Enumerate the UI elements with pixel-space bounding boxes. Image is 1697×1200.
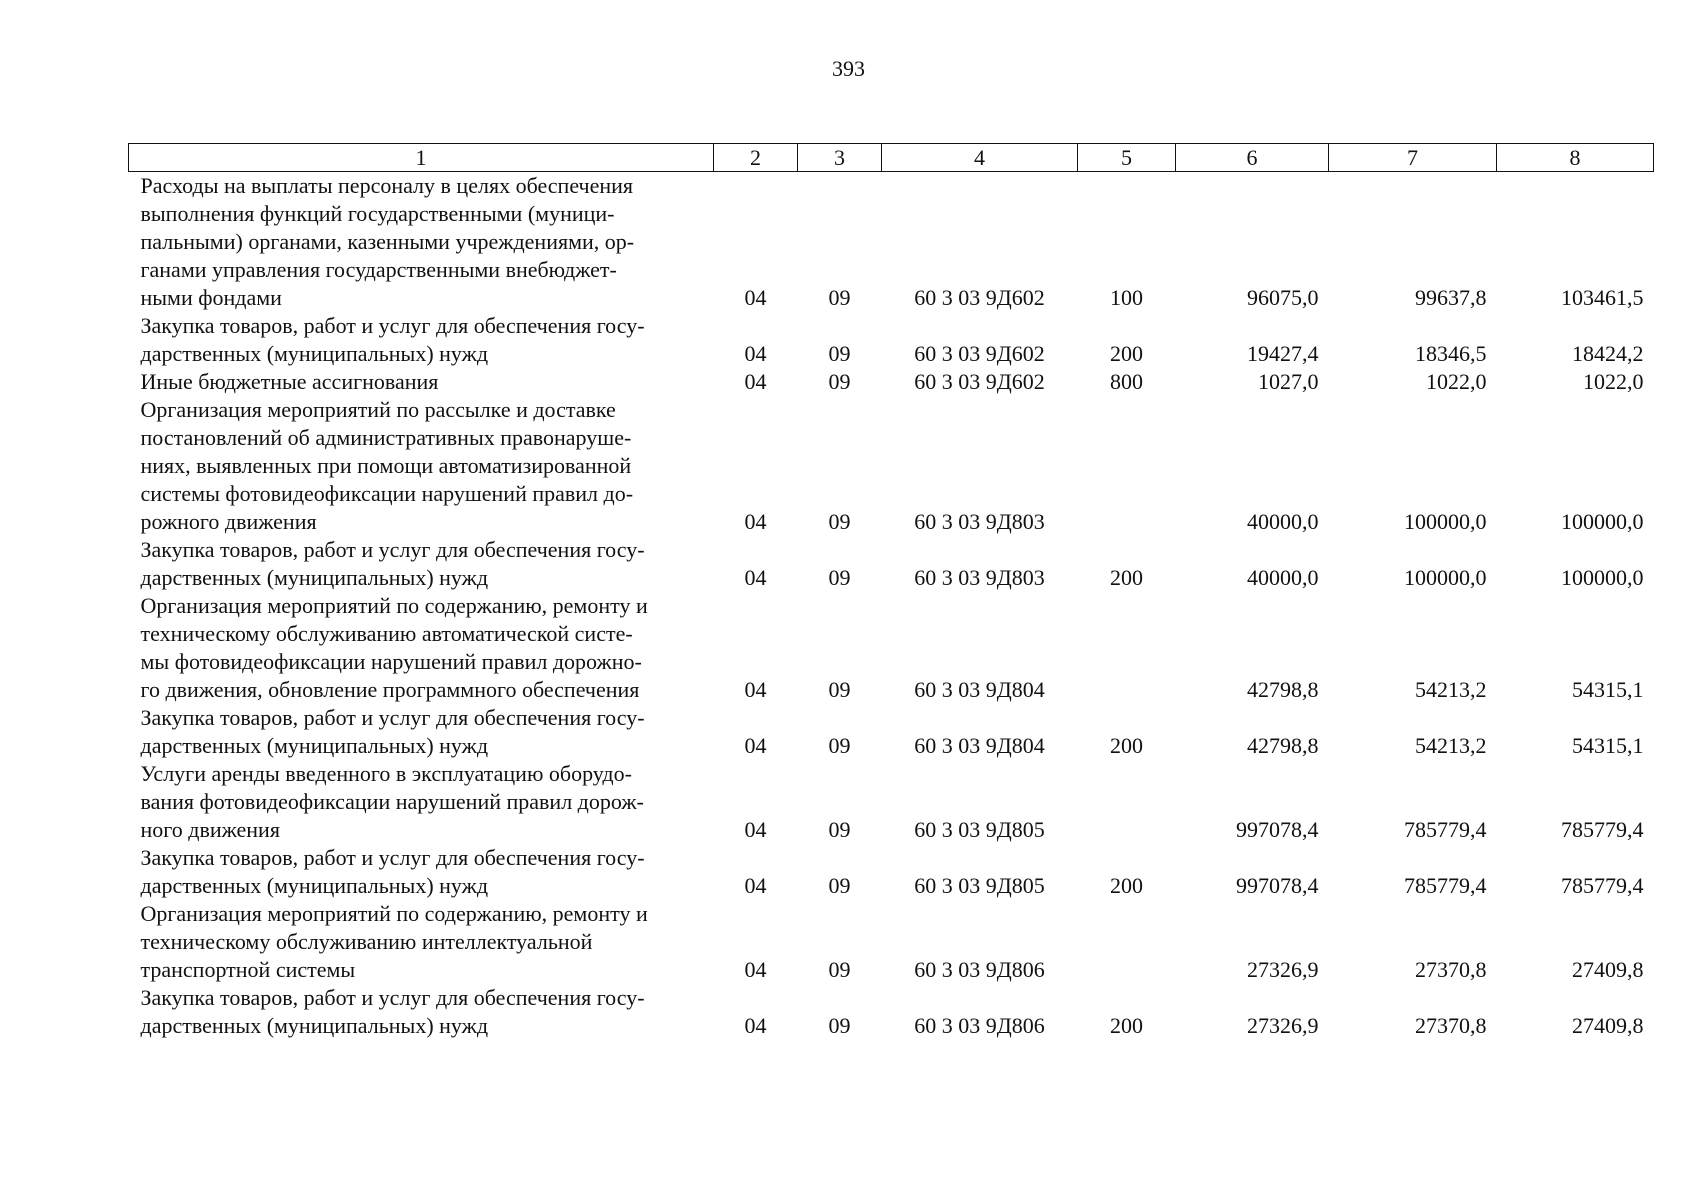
amount-col6: 27326,9	[1247, 957, 1319, 982]
subsection-code: 09	[828, 873, 851, 898]
target-article-code: 60 3 03 9Д806	[914, 1013, 1045, 1038]
subsection-code: 09	[828, 733, 851, 758]
column-header: 7	[1329, 144, 1497, 172]
amount-col7: 18346,5	[1415, 341, 1487, 366]
amount-col7: 100000,0	[1404, 565, 1487, 590]
subsection-code: 09	[828, 817, 851, 842]
amount-col7: 100000,0	[1404, 509, 1487, 534]
amount-col7: 1022,0	[1426, 369, 1487, 394]
table-row	[129, 900, 1654, 984]
row-description: Закупка товаров, работ и услуг для обеспечения госу- дарственных (муниципальных) нужд	[140, 537, 645, 590]
table-row	[129, 368, 1654, 396]
row-description: Закупка товаров, работ и услуг для обеспечения госу- дарственных (муниципальных) нужд	[140, 985, 645, 1038]
amount-col7: 785779,4	[1404, 873, 1487, 898]
row-description: Организация мероприятий по содержанию, ремонту и техническому обслуживанию автоматической систе- мы фотовидеофиксации нарушений правил дорожно- го движения, обновление программного обеспечения	[140, 593, 648, 702]
amount-col8: 100000,0	[1561, 565, 1644, 590]
expense-type-code: 200	[1110, 733, 1143, 758]
target-article-code: 60 3 03 9Д806	[914, 957, 1045, 982]
target-article-code: 60 3 03 9Д602	[914, 369, 1045, 394]
row-description: Иные бюджетные ассигнования	[140, 369, 439, 394]
amount-col6: 19427,4	[1247, 341, 1319, 366]
table-row	[129, 536, 1654, 592]
expense-type-code: 100	[1110, 285, 1143, 310]
amount-col7: 54213,2	[1415, 677, 1487, 702]
amount-col6: 997078,4	[1236, 817, 1319, 842]
row-description: Услуги аренды введенного в эксплуатацию оборудо- вания фотовидеофиксации нарушений правил дорож- ного движения	[140, 761, 644, 842]
row-description: Организация мероприятий по рассылке и доставке постановлений об административных правонаруше- ниях, выявленных при помощи автоматизированной системы фотовидеофиксации нарушений правил до- рожного движения	[140, 397, 634, 534]
amount-col8: 785779,4	[1561, 817, 1644, 842]
section-code: 04	[744, 1013, 767, 1038]
subsection-code: 09	[828, 565, 851, 590]
table-header-row	[129, 144, 1654, 172]
page-number: 393	[832, 56, 865, 81]
section-code: 04	[744, 677, 767, 702]
table-row	[129, 844, 1654, 900]
subsection-code: 09	[828, 509, 851, 534]
amount-col8: 103461,5	[1561, 285, 1644, 310]
table-row	[129, 396, 1654, 536]
column-header: 8	[1497, 144, 1654, 172]
target-article-code: 60 3 03 9Д803	[914, 509, 1045, 534]
target-article-code: 60 3 03 9Д803	[914, 565, 1045, 590]
section-code: 04	[744, 565, 767, 590]
target-article-code: 60 3 03 9Д602	[914, 285, 1045, 310]
row-description: Закупка товаров, работ и услуг для обеспечения госу- дарственных (муниципальных) нужд	[140, 705, 645, 758]
section-code: 04	[744, 509, 767, 534]
target-article-code: 60 3 03 9Д804	[914, 677, 1045, 702]
amount-col6: 96075,0	[1247, 285, 1319, 310]
subsection-code: 09	[828, 957, 851, 982]
section-code: 04	[744, 341, 767, 366]
amount-col6: 42798,8	[1247, 677, 1319, 702]
amount-col7: 785779,4	[1404, 817, 1487, 842]
table-row	[129, 312, 1654, 368]
target-article-code: 60 3 03 9Д602	[914, 341, 1045, 366]
expense-type-code	[1078, 760, 1176, 844]
amount-col8: 1022,0	[1583, 369, 1644, 394]
section-code: 04	[744, 369, 767, 394]
row-description: Закупка товаров, работ и услуг для обеспечения госу- дарственных (муниципальных) нужд	[140, 313, 645, 366]
section-code: 04	[744, 733, 767, 758]
amount-col7: 27370,8	[1415, 1013, 1487, 1038]
amount-col8: 100000,0	[1561, 509, 1644, 534]
expense-type-code: 200	[1110, 1013, 1143, 1038]
column-header: 1	[129, 144, 714, 172]
target-article-code: 60 3 03 9Д804	[914, 733, 1045, 758]
amount-col7: 54213,2	[1415, 733, 1487, 758]
amount-col8: 27409,8	[1572, 1013, 1644, 1038]
amount-col7: 99637,8	[1415, 285, 1487, 310]
amount-col8: 785779,4	[1561, 873, 1644, 898]
row-description: Расходы на выплаты персоналу в целях обеспечения выполнения функций государственными (муници- пальными) органами, казенными учреждениями, ор- ганами управления государственными внебюджет- ными фондами	[140, 173, 635, 310]
column-header: 3	[798, 144, 882, 172]
row-description: Организация мероприятий по содержанию, ремонту и техническому обслуживанию интеллектуальной транспортной системы	[140, 901, 648, 982]
section-code: 04	[744, 285, 767, 310]
column-header: 2	[714, 144, 798, 172]
amount-col6: 40000,0	[1247, 565, 1319, 590]
subsection-code: 09	[828, 341, 851, 366]
column-header: 4	[882, 144, 1078, 172]
table-row	[129, 704, 1654, 760]
subsection-code: 09	[828, 677, 851, 702]
amount-col8: 54315,1	[1572, 733, 1644, 758]
table-row	[129, 760, 1654, 844]
row-description: Закупка товаров, работ и услуг для обеспечения госу- дарственных (муниципальных) нужд	[140, 845, 645, 898]
expense-type-code	[1078, 396, 1176, 536]
amount-col8: 27409,8	[1572, 957, 1644, 982]
subsection-code: 09	[828, 369, 851, 394]
expense-type-code: 200	[1110, 341, 1143, 366]
table-row	[129, 592, 1654, 704]
expense-type-code	[1078, 592, 1176, 704]
amount-col8: 18424,2	[1572, 341, 1644, 366]
section-code: 04	[744, 873, 767, 898]
amount-col6: 42798,8	[1247, 733, 1319, 758]
section-code: 04	[744, 817, 767, 842]
section-code: 04	[744, 957, 767, 982]
amount-col6: 27326,9	[1247, 1013, 1319, 1038]
expense-type-code	[1078, 900, 1176, 984]
amount-col8: 54315,1	[1572, 677, 1644, 702]
column-header: 6	[1176, 144, 1329, 172]
expense-type-code: 800	[1110, 369, 1143, 394]
table-body	[129, 172, 1654, 1041]
amount-col6: 40000,0	[1247, 509, 1319, 534]
subsection-code: 09	[828, 285, 851, 310]
expense-type-code: 200	[1110, 873, 1143, 898]
table-row	[129, 984, 1654, 1040]
column-header: 5	[1078, 144, 1176, 172]
budget-table	[128, 143, 1654, 1040]
amount-col7: 27370,8	[1415, 957, 1487, 982]
subsection-code: 09	[828, 1013, 851, 1038]
target-article-code: 60 3 03 9Д805	[914, 873, 1045, 898]
table-row	[129, 172, 1654, 313]
amount-col6: 997078,4	[1236, 873, 1319, 898]
expense-type-code: 200	[1110, 565, 1143, 590]
target-article-code: 60 3 03 9Д805	[914, 817, 1045, 842]
amount-col6: 1027,0	[1258, 369, 1319, 394]
